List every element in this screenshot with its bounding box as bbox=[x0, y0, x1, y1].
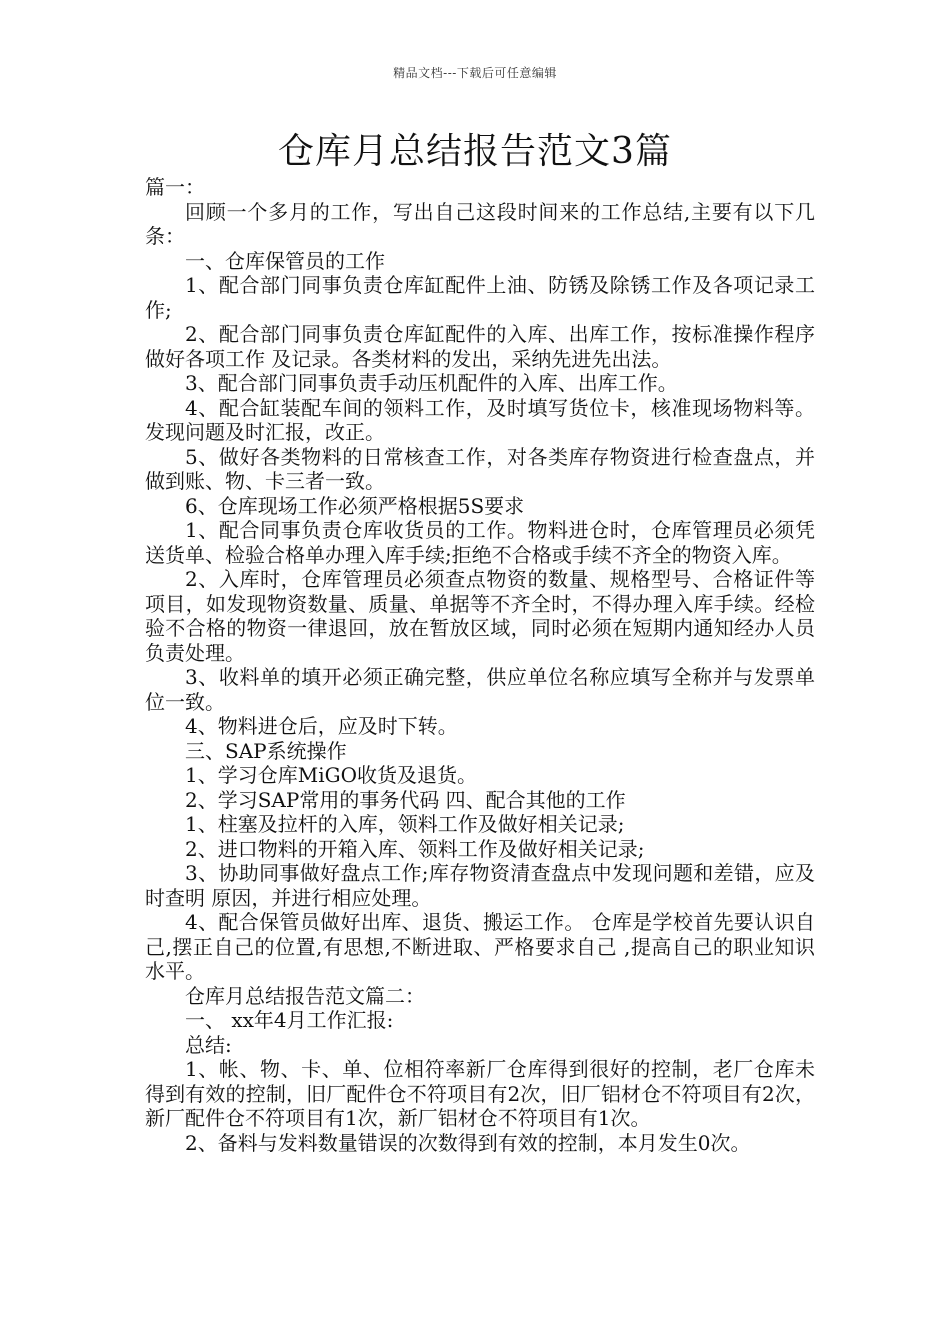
paragraph: 回顾一个多月的工作，写出自己这段时间来的工作总结,主要有以下几条： bbox=[145, 199, 815, 248]
paragraph: 2、备料与发料数量错误的次数得到有效的控制，本月发生0次。 bbox=[185, 1130, 751, 1155]
paragraph: 1、配合部门同事负责仓库缸配件上油、防锈及除锈工作及各项记录工作; bbox=[145, 273, 815, 322]
paragraph: 4、配合保管员做好出库、退货、搬运工作。 仓库是学校首先要认识自己,摆正自己的位置,有思想,不断进取、严格要求自己 ,提高自己的职业知识水平。 bbox=[145, 910, 815, 983]
section-heading: 仓库月总结报告范文篇二： bbox=[185, 983, 425, 1008]
paragraph: 2、学习SAP常用的事务代码 四、配合其他的工作 bbox=[185, 787, 626, 812]
paragraph: 2、配合部门同事负责仓库缸配件的入库、出库工作，按标准操作程序做好各项工作 及记录。各类材料的发出，采纳先进先出法。 bbox=[145, 322, 815, 371]
section-heading: 三、SAP系统操作 bbox=[185, 738, 347, 763]
paragraph: 1、配合同事负责仓库收货员的工作。物料进仓时，仓库管理员必须凭送货单、检验合格单办理入库手续;拒绝不合格或手续不齐全的物资入库。 bbox=[145, 518, 815, 567]
paragraph: 4、物料进仓后，应及时下转。 bbox=[185, 714, 458, 738]
section-heading: 一、仓库保管员的工作 bbox=[185, 248, 385, 273]
paragraph: 1、帐、物、卡、单、位相符率新厂仓库得到很好的控制，老厂仓库未得到有效的控制，旧厂配件仓不符项目有2次，旧厂铝材仓不符项目有2次，新厂配件仓不符项目有1次，新厂铝材仓不符项目有1次。 bbox=[145, 1057, 815, 1130]
paragraph: 3、收料单的填开必须正确完整，供应单位名称应填写全称并与发票单位一致。 bbox=[145, 665, 815, 714]
document-body bbox=[145, 175, 815, 1155]
paragraph: 2、入库时，仓库管理员必须查点物资的数量、规格型号、合格证件等项目，如发现物资数量、质量、单据等不齐全时，不得办理入库手续。经检验不合格的物资一律退回，放在暂放区域，同时必须在短期内通知经办人员负责处理。 bbox=[145, 567, 815, 665]
paragraph: 3、配合部门同事负责手动压机配件的入库、出库工作。 bbox=[185, 371, 678, 395]
header-note: 精品文档---下载后可任意编辑 bbox=[393, 66, 557, 80]
section-label: 篇一： bbox=[145, 175, 205, 199]
section-heading: 一、 xx年4月工作汇报: bbox=[185, 1008, 394, 1032]
section-heading: 总结: bbox=[185, 1032, 232, 1057]
paragraph: 2、进口物料的开箱入库、领料工作及做好相关记录; bbox=[185, 836, 645, 861]
paragraph: 4、配合缸装配车间的领料工作，及时填写货位卡，核准现场物料等。发现问题及时汇报，改正。 bbox=[145, 395, 815, 444]
paragraph: 1、柱塞及拉杆的入库，领料工作及做好相关记录; bbox=[185, 812, 625, 836]
paragraph: 5、做好各类物料的日常核查工作，对各类库存物资进行检查盘点，并做到账、物、卡三者一致。 bbox=[145, 444, 815, 493]
paragraph: 3、协助同事做好盘点工作;库存物资清查盘点中发现问题和差错，应及时查明 原因，并进行相应处理。 bbox=[145, 861, 815, 910]
paragraph: 1、学习仓库MiGO收货及退货。 bbox=[185, 763, 477, 787]
paragraph: 6、仓库现场工作必须严格根据5S要求 bbox=[185, 493, 525, 518]
page-title: 仓库月总结报告范文3篇 bbox=[278, 131, 672, 172]
